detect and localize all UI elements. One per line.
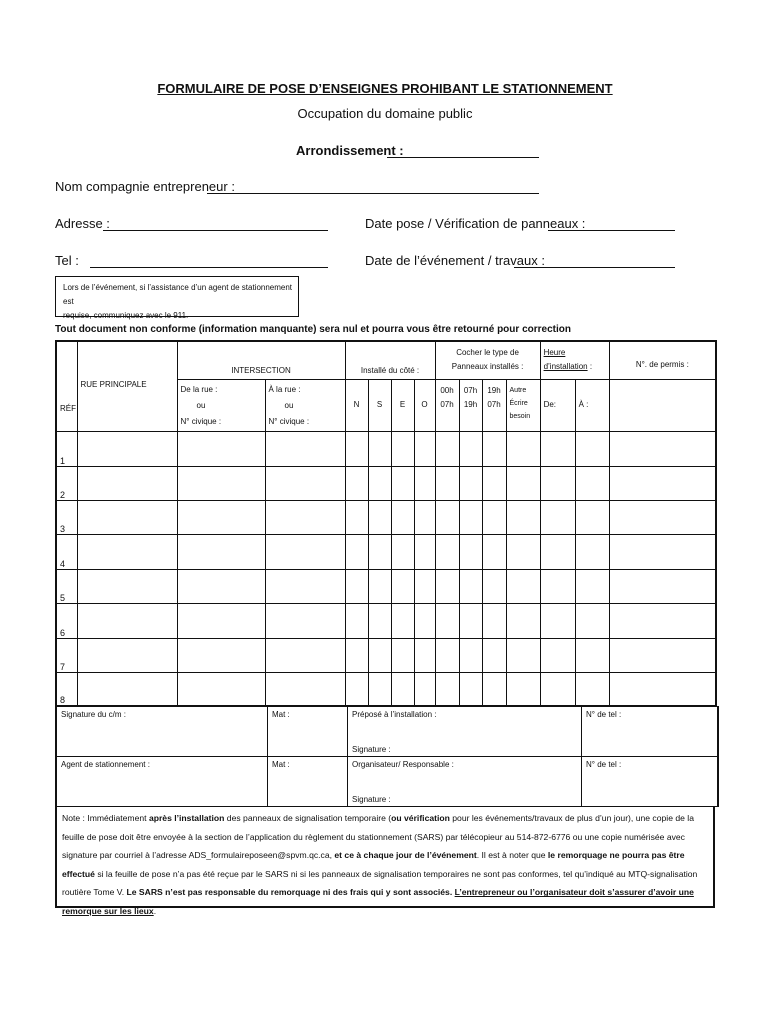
autre-1: Autre [509,386,527,394]
tel-label: Tel : [55,253,79,268]
de-la-rue-label: De la rue : [180,384,218,394]
p1-end: 07h [440,399,454,409]
table-row[interactable] [56,569,716,603]
table-row[interactable] [56,603,716,638]
entrepreneur-field[interactable] [207,193,539,194]
heure-line-1 [544,346,606,360]
agent-label: Agent de stationnement : [61,760,150,769]
tel-label-2: N° de tel : [586,760,622,769]
date-event-field[interactable] [514,267,675,268]
mat-label-2: Mat : [272,760,290,769]
date-event-label: Date de l’événement / travaux : [365,253,545,268]
table-row[interactable] [56,431,716,466]
row-number: 3 [56,500,77,534]
mat-cell[interactable] [268,706,348,756]
adresse-label: Adresse : [55,216,110,231]
organisateur-label: Organisateur/ Responsable : [352,760,454,769]
signature-block-agent [55,756,719,807]
table-row[interactable] [56,638,716,672]
adresse-field[interactable] [103,230,328,231]
notice-line-1: Lors de l’événement, si l’assistance d’un agent de stationnement est [63,283,293,306]
heure-installation-header [540,341,609,379]
form-title [0,81,770,96]
prepose-signature-label: Signature : [352,745,391,754]
p2-end: 19h [463,399,478,409]
row-number: 1 [56,431,77,466]
cocher-line-1: Cocher le type de [456,348,519,357]
note-t13: . [153,905,157,916]
col-00h-07h [435,379,459,431]
entrepreneur-label: Nom compagnie entrepreneur : [55,179,235,194]
table-header-row-1 [56,341,716,379]
row-number: 7 [56,638,77,672]
p3-end: 07h [487,399,501,409]
col-07h-19h [459,379,482,431]
tel-cell-2[interactable] [582,756,717,806]
col-o: O [414,379,435,431]
date-pose-label: Date pose / Vérification de panneaux : [365,216,586,231]
note-paragraph [55,806,715,916]
col-19h-07h [482,379,506,431]
arrondissement-field[interactable] [387,157,539,158]
ref-header: RÉF [56,341,77,431]
col-de: De: [540,379,575,431]
notice-box [55,276,299,320]
autre-2: Écrire [509,399,528,407]
mat-label: Mat : [272,710,290,719]
organisateur-cell[interactable] [348,756,582,806]
sig-cm-label: Signature du c/m : [61,710,126,719]
row-number: 5 [56,569,77,603]
note-t10: Le SARS n’est pas responsable du remorquage ni des frais qui y sont associés. [126,887,453,898]
cocher-line-2: Panneaux installés : [451,362,524,371]
note-t2: après l’installation [148,813,225,823]
tel-field[interactable] [90,267,328,268]
a-la-rue-ou: ou [284,400,294,410]
note-t4: ou vérification [391,813,450,823]
table-row[interactable] [56,500,716,534]
row-number: 4 [56,534,77,569]
note-t1: Note : Immédiatement [62,813,149,823]
row-number: 2 [56,466,77,500]
p3-start: 19h [487,385,501,395]
type-panneaux-header [435,341,540,379]
col-permis-blank [609,379,716,431]
col-autre [506,379,540,431]
permis-header: N°. de permis : [609,341,716,379]
organisateur-signature-label: Signature : [352,795,391,804]
de-la-rue-header [177,379,265,431]
note-t3: des panneaux de signalisation temporaire ( [224,813,392,823]
intersection-header: INTERSECTION [177,341,345,379]
col-e: E [391,379,414,431]
mat-cell-2[interactable] [268,756,348,806]
note-t8: le remorquage ne pourra pas être effectué [62,850,685,879]
row-number: 6 [56,603,77,638]
autre-3: besoin [509,412,531,420]
a-la-rue-label: À la rue : [268,384,301,394]
col-s: S [368,379,391,431]
col-n: N [345,379,368,431]
p1-start: 00h [440,385,454,395]
prepose-cell[interactable] [348,706,582,756]
prepose-label: Préposé à l’installation : [352,710,437,719]
date-pose-field[interactable] [548,230,675,231]
notice-line-2: requise, communiquez avec le 911. [63,311,189,320]
note-t5: pour les événements/travaux de plus d’un jour), une copie de la feuille de pose doit être envoyée à la section de l’application du règlement du stationnement (SARS) par télécopieur au 514-872-6776 ou une copie numérisée avec signature par courriel à l’adresse ADS_formulaireposeen@spvm.qc.ca, [62,813,694,861]
a-la-rue-civique: N° civique : [268,416,310,426]
table-row[interactable] [56,466,716,500]
row-number: 8 [56,672,77,706]
agent-cell[interactable] [57,756,268,806]
note-t6: et ce à chaque jour de l’événement [334,850,477,861]
rue-principale-header: RUE PRINCIPALE [77,341,177,431]
nonconform-warning: Tout document non conforme (information manquante) sera nul et pourra vous être retourné pour correction [55,324,571,335]
note-t12: L’entrepreneur ou l’organisateur doit s’assurer d’avoir une remorque sur les lieux [62,887,694,916]
note-t9: si la feuille de pose n’a pas été reçue par le SARS ni si les panneaux de signalisation temporaires ne sont pas conformes, tel qu’indiqué au MTQ-signalisation routière Tome V. [62,868,698,898]
table-body [56,431,716,706]
installation-table [55,340,717,707]
sig-cm-cell[interactable] [57,706,268,756]
tel-cell-1[interactable] [582,706,717,756]
arrondissement-label: Arrondissement : [296,143,404,158]
tel-label-1: N° de tel : [586,710,622,719]
table-row[interactable] [56,672,716,706]
de-la-rue-civique: N° civique : [180,416,222,426]
form-title-text: FORMULAIRE DE POSE D’ENSEIGNES PROHIBANT LE STATIONNEMENT [157,81,613,96]
installation-word: d’installation [543,362,588,371]
de-la-rue-ou: ou [196,400,206,410]
signature-block-cm [55,706,719,757]
form-subtitle: Occupation du domaine public [297,106,473,121]
table-row[interactable] [56,534,716,569]
heure-word: Heure [543,348,566,357]
heure-line-2 [544,360,606,374]
a-la-rue-header [265,379,345,431]
installe-cote-header: Installé du côté : [345,341,435,379]
col-a: À : [575,379,609,431]
p2-start: 07h [463,385,478,395]
note-t7: . Il est à noter que [476,850,548,861]
heure-colon: : [587,362,593,371]
